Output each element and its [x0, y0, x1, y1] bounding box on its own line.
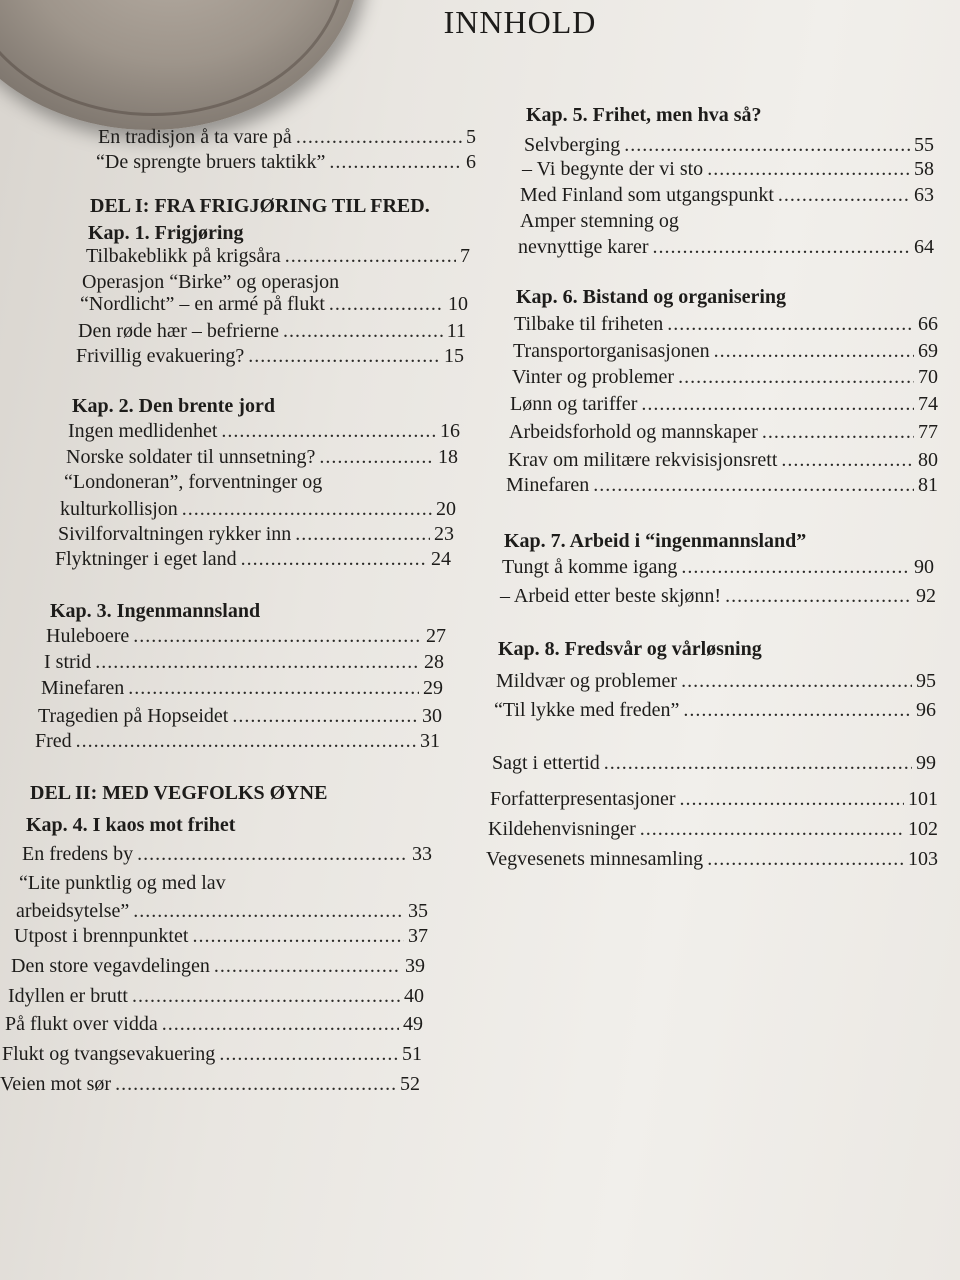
- toc-entry-line: “Londoneran”, forventninger og: [64, 471, 323, 493]
- toc-entry: Tragedien på Hopseidet ..... 30: [38, 705, 442, 728]
- toc-entry: Veien mot sør ..... 52: [0, 1073, 420, 1096]
- toc-entry: Arbeidsforhold og mannskaper ..... 77: [509, 421, 938, 444]
- toc-entry: – Arbeid etter beste skjønn! ..... 92: [500, 585, 936, 608]
- toc-entry: Vinter og problemer ..... 70: [512, 366, 938, 389]
- toc-entry: Forfatterpresentasjoner ..... 101: [490, 788, 938, 811]
- toc-entry: Flyktninger i eget land ..... 24: [55, 548, 451, 571]
- toc-entry: Med Finland som utgangspunkt ..... 63: [520, 184, 934, 207]
- toc-entry: kulturkollisjon ..... 20: [60, 498, 456, 521]
- toc-entry: Kildehenvisninger ..... 102: [488, 818, 938, 841]
- toc-entry: Transportorganisasjonen ..... 69: [513, 340, 938, 363]
- toc-entry: Frivillig evakuering? ..... 15: [76, 345, 464, 368]
- toc-entry: arbeidsytelse” ..... 35: [16, 900, 428, 923]
- toc-entry: nevnyttige karer ..... 64: [518, 236, 934, 259]
- toc-entry: På flukt over vidda ..... 49: [5, 1013, 423, 1036]
- toc-entry: En fredens by ..... 33: [22, 843, 432, 866]
- chapter-heading: Kap. 1. Frigjøring: [88, 222, 244, 244]
- toc-entry: Utpost i brennpunktet ..... 37: [14, 925, 428, 948]
- toc-entry: Sivilforvaltningen rykker inn ..... 23: [58, 523, 454, 546]
- toc-entry: Fred ..... 31: [35, 730, 440, 753]
- toc-entry: Idyllen er brutt ..... 40: [8, 985, 424, 1008]
- toc-entry: Huleboere ..... 27: [46, 625, 446, 648]
- chapter-heading: Kap. 8. Fredsvår og vårløsning: [498, 638, 762, 660]
- toc-entry: Ingen medlidenhet ..... 16: [68, 420, 460, 443]
- toc-entry: Tilbake til friheten ..... 66: [514, 313, 938, 336]
- toc-entry-line: Amper stemning og: [520, 210, 679, 232]
- page-title: INNHOLD: [443, 4, 597, 40]
- part-heading: DEL II: MED VEGFOLKS ØYNE: [30, 782, 328, 804]
- toc-entry-line: “Lite punktlig og med lav: [19, 872, 226, 894]
- toc-entry: Norske soldater til unnsetning? ..... 18: [66, 446, 458, 469]
- chapter-heading: Kap. 3. Ingenmannsland: [50, 600, 261, 622]
- toc-entry: Den røde hær – befrierne ..... 11: [78, 320, 466, 343]
- part-heading: DEL I: FRA FRIGJØRING TIL FRED.: [90, 195, 430, 217]
- toc-entry: Lønn og tariffer ..... 74: [510, 393, 938, 416]
- toc-entry: Minefaren ..... 29: [41, 677, 443, 700]
- toc-entry: Selvberging ..... 55: [524, 134, 934, 157]
- chapter-heading: Kap. 4. I kaos mot frihet: [26, 814, 236, 836]
- toc-entry: Tilbakeblikk på krigsåra ..... 7: [86, 245, 470, 268]
- toc-entry: Mildvær og problemer ..... 95: [496, 670, 936, 693]
- toc-entry: En tradisjon å ta vare på ..... 5: [98, 126, 476, 149]
- toc-entry: – Vi begynte der vi sto ..... 58: [522, 158, 934, 181]
- toc-entry: Minefaren ..... 81: [506, 474, 938, 497]
- toc-entry: Krav om militære rekvisisjonsrett ..... 80: [508, 449, 938, 472]
- chapter-heading: Kap. 6. Bistand og organisering: [516, 286, 787, 308]
- toc-entry: Flukt og tvangsevakuering ..... 51: [2, 1043, 422, 1066]
- toc-entry: “De sprengte bruers taktikk” ..... 6: [96, 151, 476, 174]
- toc-entry: I strid ..... 28: [44, 651, 444, 674]
- toc-entry: Tungt å komme igang ..... 90: [502, 556, 934, 579]
- toc-entry-line: Operasjon “Birke” og operasjon: [82, 271, 340, 293]
- chapter-heading: Kap. 7. Arbeid i “ingenmannsland”: [504, 530, 807, 552]
- chapter-heading: Kap. 2. Den brente jord: [72, 395, 275, 417]
- chapter-heading: Kap. 5. Frihet, men hva så?: [526, 104, 762, 126]
- toc-entry: Vegvesenets minnesamling ..... 103: [486, 848, 938, 871]
- toc-entry: Den store vegavdelingen ..... 39: [11, 955, 425, 978]
- toc-entry: “Nordlicht” – en armé på flukt ..... 10: [80, 293, 468, 316]
- toc-entry: Sagt i ettertid ..... 99: [492, 752, 936, 775]
- toc-entry: “Til lykke med freden” ..... 96: [494, 699, 936, 722]
